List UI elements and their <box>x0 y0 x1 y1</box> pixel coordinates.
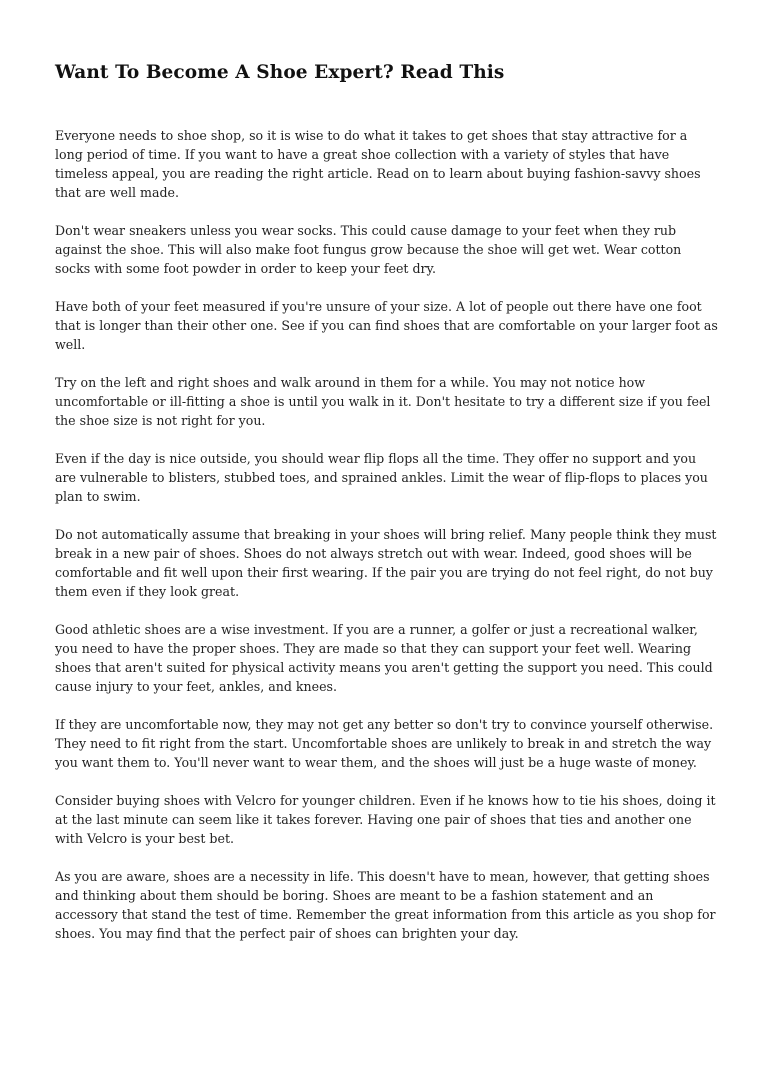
page-title: Want To Become A Shoe Expert? Read This <box>55 62 505 83</box>
paragraph: Everyone needs to shoe shop, so it is wise to do what it takes to get shoes that stay attractive for a long period of time. If you want to have a great shoe collection with a variety of styles that have timeless appeal, you are reading the right article. Read on to learn about buying fashion-savvy shoes that are well made. <box>55 128 701 200</box>
document-page <box>55 58 718 962</box>
paragraph: As you are aware, shoes are a necessity in life. This doesn't have to mean, however, that getting shoes and thinking about them should be boring. Shoes are meant to be a fashion statement and an accessory that stand the test of time. Remember the great information from this article as you shop for shoes. You may find that the perfect pair of shoes can brighten your day. <box>55 869 716 941</box>
paragraph: Don't wear sneakers unless you wear socks. This could cause damage to your feet when they rub against the shoe. This will also make foot fungus grow because the shoe will get wet. Wear cotton socks with some foot powder in order to keep your feet dry. <box>55 223 682 276</box>
paragraph: Have both of your feet measured if you're unsure of your size. A lot of people out there have one foot that is longer than their other one. See if you can find shoes that are comfortable on your larger foot as well. <box>55 299 718 352</box>
paragraph: Even if the day is nice outside, you should wear flip flops all the time. They offer no support and you are vulnerable to blisters, stubbed toes, and sprained ankles. Limit the wear of flip-flops to places you plan to swim. <box>55 451 708 504</box>
paragraph: Consider buying shoes with Velcro for younger children. Even if he knows how to tie his shoes, doing it at the last minute can seem like it takes forever. Having one pair of shoes that ties and another one with Velcro is your best bet. <box>55 793 716 846</box>
paragraph: Good athletic shoes are a wise investment. If you are a runner, a golfer or just a recreational walker, you need to have the proper shoes. They are made so that they can support your feet well. Wearing shoes that aren't suited for physical activity means you aren't getting the support you need. This could cause injury to your feet, ankles, and knees. <box>55 622 713 694</box>
paragraph: Do not automatically assume that breaking in your shoes will bring relief. Many people think they must break in a new pair of shoes. Shoes do not always stretch out with wear. Indeed, good shoes will be comfortable and fit well upon their first wearing. If the pair you are trying do not feel right, do not buy them even if they look great. <box>55 527 717 599</box>
paragraph: If they are uncomfortable now, they may not get any better so don't try to convince yourself otherwise. They need to fit right from the start. Uncomfortable shoes are unlikely to break in and stretch the way you want them to. You'll never want to wear them, and the shoes will just be a huge waste of money. <box>55 717 714 770</box>
paragraph: Try on the left and right shoes and walk around in them for a while. You may not notice how uncomfortable or ill-fitting a shoe is until you walk in it. Don't hesitate to try a different size if you feel the shoe size is not right for you. <box>55 375 711 428</box>
